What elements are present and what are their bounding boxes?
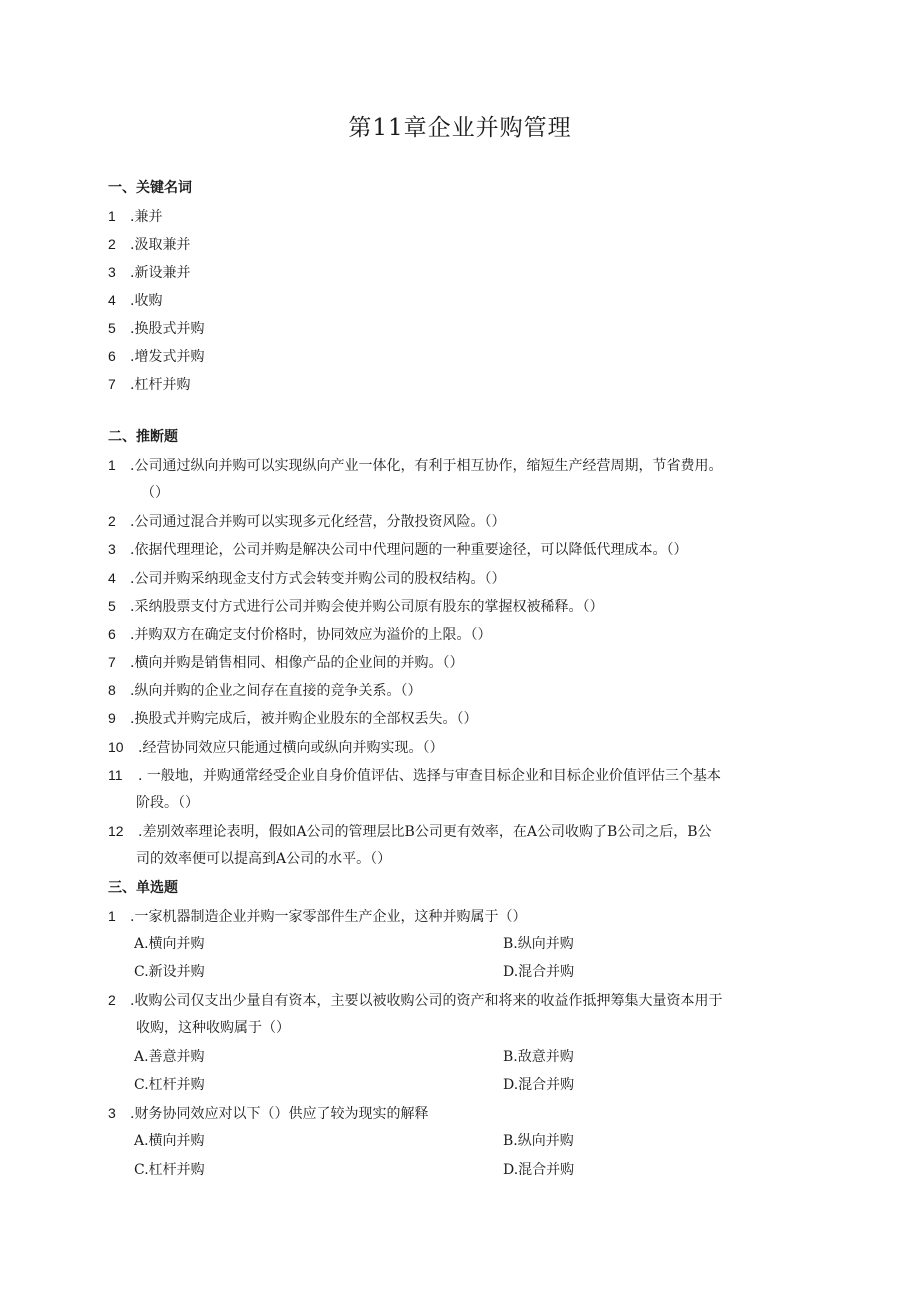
list-item xyxy=(108,318,204,339)
item-number: 12 xyxy=(108,823,124,839)
question-text: .财务协同效应对以下（）供应了较为现实的解释 xyxy=(130,1106,429,1122)
section-heading-single-choice: 三、单选题 xyxy=(108,880,178,896)
item-text: .新设兼并 xyxy=(130,265,191,281)
item-text: .横向并购是销售相同、相像产品的企业间的并购。（） xyxy=(130,655,464,671)
list-item xyxy=(108,374,190,395)
item-number: 11 xyxy=(108,767,123,783)
item-text: .经营协同效应只能通过横向或纵向并购实现。（） xyxy=(138,740,444,756)
list-item xyxy=(108,455,722,476)
item-number: 2 xyxy=(108,236,116,252)
question xyxy=(108,906,526,927)
list-item xyxy=(108,680,421,701)
option-a: A.善意并购 xyxy=(134,1049,205,1065)
option-b: B.纵向并购 xyxy=(503,1133,574,1149)
question xyxy=(108,1103,428,1124)
item-number: 6 xyxy=(108,626,116,642)
item-text: .并购双方在确定支付价格时，协同效应为溢价的上限。（） xyxy=(130,627,492,643)
item-number: 5 xyxy=(108,320,116,336)
item-number: 2 xyxy=(108,513,116,529)
list-item xyxy=(108,624,491,645)
option-d: D.混合并购 xyxy=(503,1077,575,1093)
list-item xyxy=(108,346,204,367)
item-text: .公司通过混合并购可以实现多元化经营，分散投资风险。（） xyxy=(130,514,506,530)
item-text: .依据代理理论，公司并购是解决公司中代理问题的一种重要途径，可以降低代理成本。（） xyxy=(130,542,688,558)
option-b: B.纵向并购 xyxy=(503,936,574,952)
option-a: A.横向并购 xyxy=(134,936,205,952)
item-text: .纵向并购的企业之间存在直接的竞争关系。（） xyxy=(130,683,422,699)
item-text: .公司并购采纳现金支付方式会转变并购公司的股权结构。（） xyxy=(130,571,506,587)
list-item xyxy=(108,568,505,589)
option-d: D.混合并购 xyxy=(503,1162,575,1178)
item-number: 3 xyxy=(108,541,116,557)
item-number: 7 xyxy=(108,376,116,392)
option-a: A.横向并购 xyxy=(134,1133,205,1149)
item-number: 4 xyxy=(108,570,116,586)
list-item xyxy=(108,539,687,560)
list-item xyxy=(108,511,505,532)
item-number: 8 xyxy=(108,682,116,698)
item-text: .兼并 xyxy=(130,209,163,225)
question xyxy=(108,990,722,1011)
list-item xyxy=(108,206,162,227)
item-text: .增发式并购 xyxy=(130,349,205,365)
item-text: .差别效率理论表明，假如A公司的管理层比B公司更有效率，在A公司收购了B公司之后，B公 xyxy=(138,824,712,840)
item-continuation: （） xyxy=(141,485,169,501)
question-number: 3 xyxy=(108,1105,116,1121)
question-continuation: 收购，这种收购属于（） xyxy=(136,1020,290,1036)
item-number: 7 xyxy=(108,654,116,670)
question-text: .一家机器制造企业并购一家零部件生产企业，这种并购属于（） xyxy=(130,909,527,925)
item-text: .换股式并购完成后，被并购企业股东的全部权丢失。（） xyxy=(130,711,478,727)
option-c: C.杠杆并购 xyxy=(134,1162,205,1178)
list-item xyxy=(108,290,162,311)
list-item xyxy=(108,652,463,673)
item-number: 9 xyxy=(108,710,116,726)
list-item xyxy=(108,765,721,786)
option-c: C.新设并购 xyxy=(134,964,205,980)
option-c: C.杠杆并购 xyxy=(134,1077,205,1093)
item-number: 3 xyxy=(108,264,116,280)
item-text: .公司通过纵向并购可以实现纵向产业一体化，有利于相互协作，缩短生产经营周期，节省费用。 xyxy=(130,458,723,474)
item-number: 1 xyxy=(108,457,116,473)
question-text: .收购公司仅支出少量自有资本，主要以被收购公司的资产和将来的收益作抵押筹集大量资本用于 xyxy=(130,993,723,1009)
list-item xyxy=(108,234,190,255)
list-item xyxy=(108,821,712,842)
page-title: 第11章企业并购管理 xyxy=(348,115,572,141)
item-number: 4 xyxy=(108,292,116,308)
list-item xyxy=(108,262,190,283)
item-number: 1 xyxy=(108,208,116,224)
item-text: .换股式并购 xyxy=(130,321,205,337)
option-d: D.混合并购 xyxy=(503,964,575,980)
section-heading-key-terms: 一、关键名词 xyxy=(108,180,192,196)
item-text: .收购 xyxy=(130,293,163,309)
item-text: . 一般地，并购通常经受企业自身价值评估、选择与审查目标企业和目标企业价值评估三个基本 xyxy=(138,768,721,784)
item-number: 5 xyxy=(108,598,116,614)
item-text: .采纳股票支付方式进行公司并购会使并购公司原有股东的掌握权被稀释。（） xyxy=(130,599,604,615)
list-item xyxy=(108,708,477,729)
section-heading-judgment: 二、推断题 xyxy=(108,429,178,445)
list-item xyxy=(108,737,443,758)
item-number: 10 xyxy=(108,739,124,755)
item-number: 6 xyxy=(108,348,116,364)
item-continuation: 阶段。（） xyxy=(136,795,199,811)
item-text: .杠杆并购 xyxy=(130,377,191,393)
option-b: B.敌意并购 xyxy=(503,1049,574,1065)
question-number: 1 xyxy=(108,908,116,924)
item-continuation: 司的效率便可以提高到A公司的水平。（） xyxy=(136,851,392,867)
item-text: .汲取兼并 xyxy=(130,237,191,253)
question-number: 2 xyxy=(108,992,116,1008)
list-item xyxy=(108,596,603,617)
